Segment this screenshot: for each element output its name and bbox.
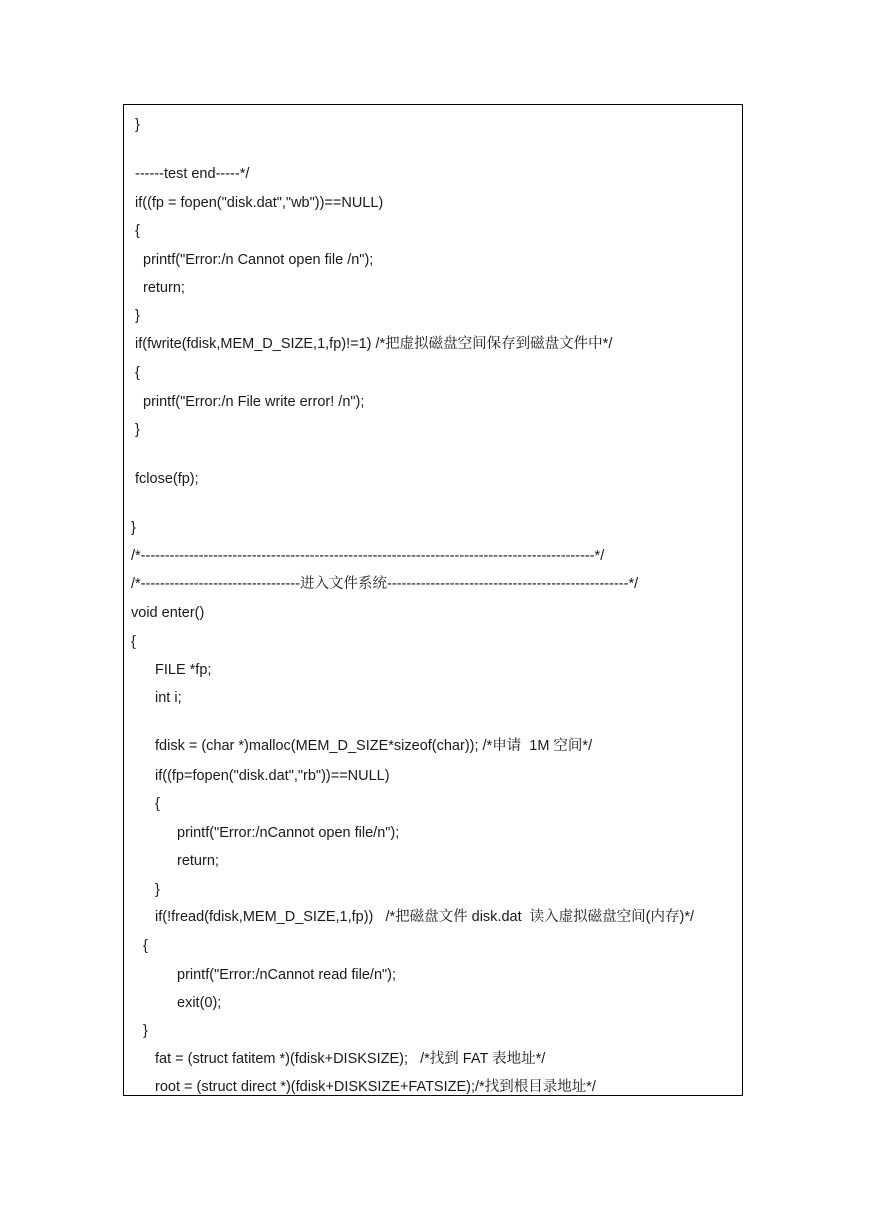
- code-line: }: [155, 882, 160, 898]
- code-line: FILE *fp;: [155, 662, 212, 678]
- code-line: {: [131, 634, 136, 650]
- code-line: {: [155, 796, 160, 812]
- code-line: }: [143, 1023, 148, 1039]
- code-line: ------test end-----*/: [135, 166, 250, 182]
- code-line: {: [143, 938, 148, 954]
- code-line: }: [135, 117, 140, 133]
- code-line: {: [135, 223, 140, 239]
- code-line: printf("Error:/n File write error! /n");: [143, 394, 365, 410]
- code-line: int i;: [155, 690, 182, 706]
- code-line: printf("Error:/n Cannot open file /n");: [143, 252, 374, 268]
- code-line: }: [135, 308, 140, 324]
- code-line: if(!fread(fdisk,MEM_D_SIZE,1,fp)) /*把磁盘文件 disk.dat 读入虚拟磁盘空间(内存)*/: [155, 909, 694, 925]
- code-line: /*---------------------------------进入文件系统--------------------------------------------------*/: [131, 576, 639, 592]
- code-line: if((fp = fopen("disk.dat","wb"))==NULL): [135, 195, 384, 211]
- code-line: void enter(): [131, 605, 205, 621]
- code-line: fat = (struct fatitem *)(fdisk+DISKSIZE); /*找到 FAT 表地址*/: [155, 1051, 546, 1067]
- code-line: if((fp=fopen("disk.dat","rb"))==NULL): [155, 768, 390, 784]
- code-line: exit(0);: [177, 995, 222, 1011]
- code-line: fdisk = (char *)malloc(MEM_D_SIZE*sizeof(char)); /*申请 1M 空间*/: [155, 738, 593, 754]
- code-line: printf("Error:/nCannot open file/n");: [177, 825, 400, 841]
- code-line: return;: [177, 853, 219, 869]
- code-line: root = (struct direct *)(fdisk+DISKSIZE+FATSIZE);/*找到根目录地址*/: [155, 1079, 596, 1095]
- code-line: }: [131, 520, 136, 536]
- code-line: printf("Error:/nCannot read file/n");: [177, 967, 397, 983]
- code-line: }: [135, 422, 140, 438]
- code-line: return;: [143, 280, 185, 296]
- code-line: {: [135, 365, 140, 381]
- code-line: fclose(fp);: [135, 471, 199, 487]
- code-line: /*----------------------------------------------------------------------------------------------*/: [131, 548, 605, 564]
- code-line: if(fwrite(fdisk,MEM_D_SIZE,1,fp)!=1) /*把虚拟磁盘空间保存到磁盘文件中*/: [135, 336, 613, 352]
